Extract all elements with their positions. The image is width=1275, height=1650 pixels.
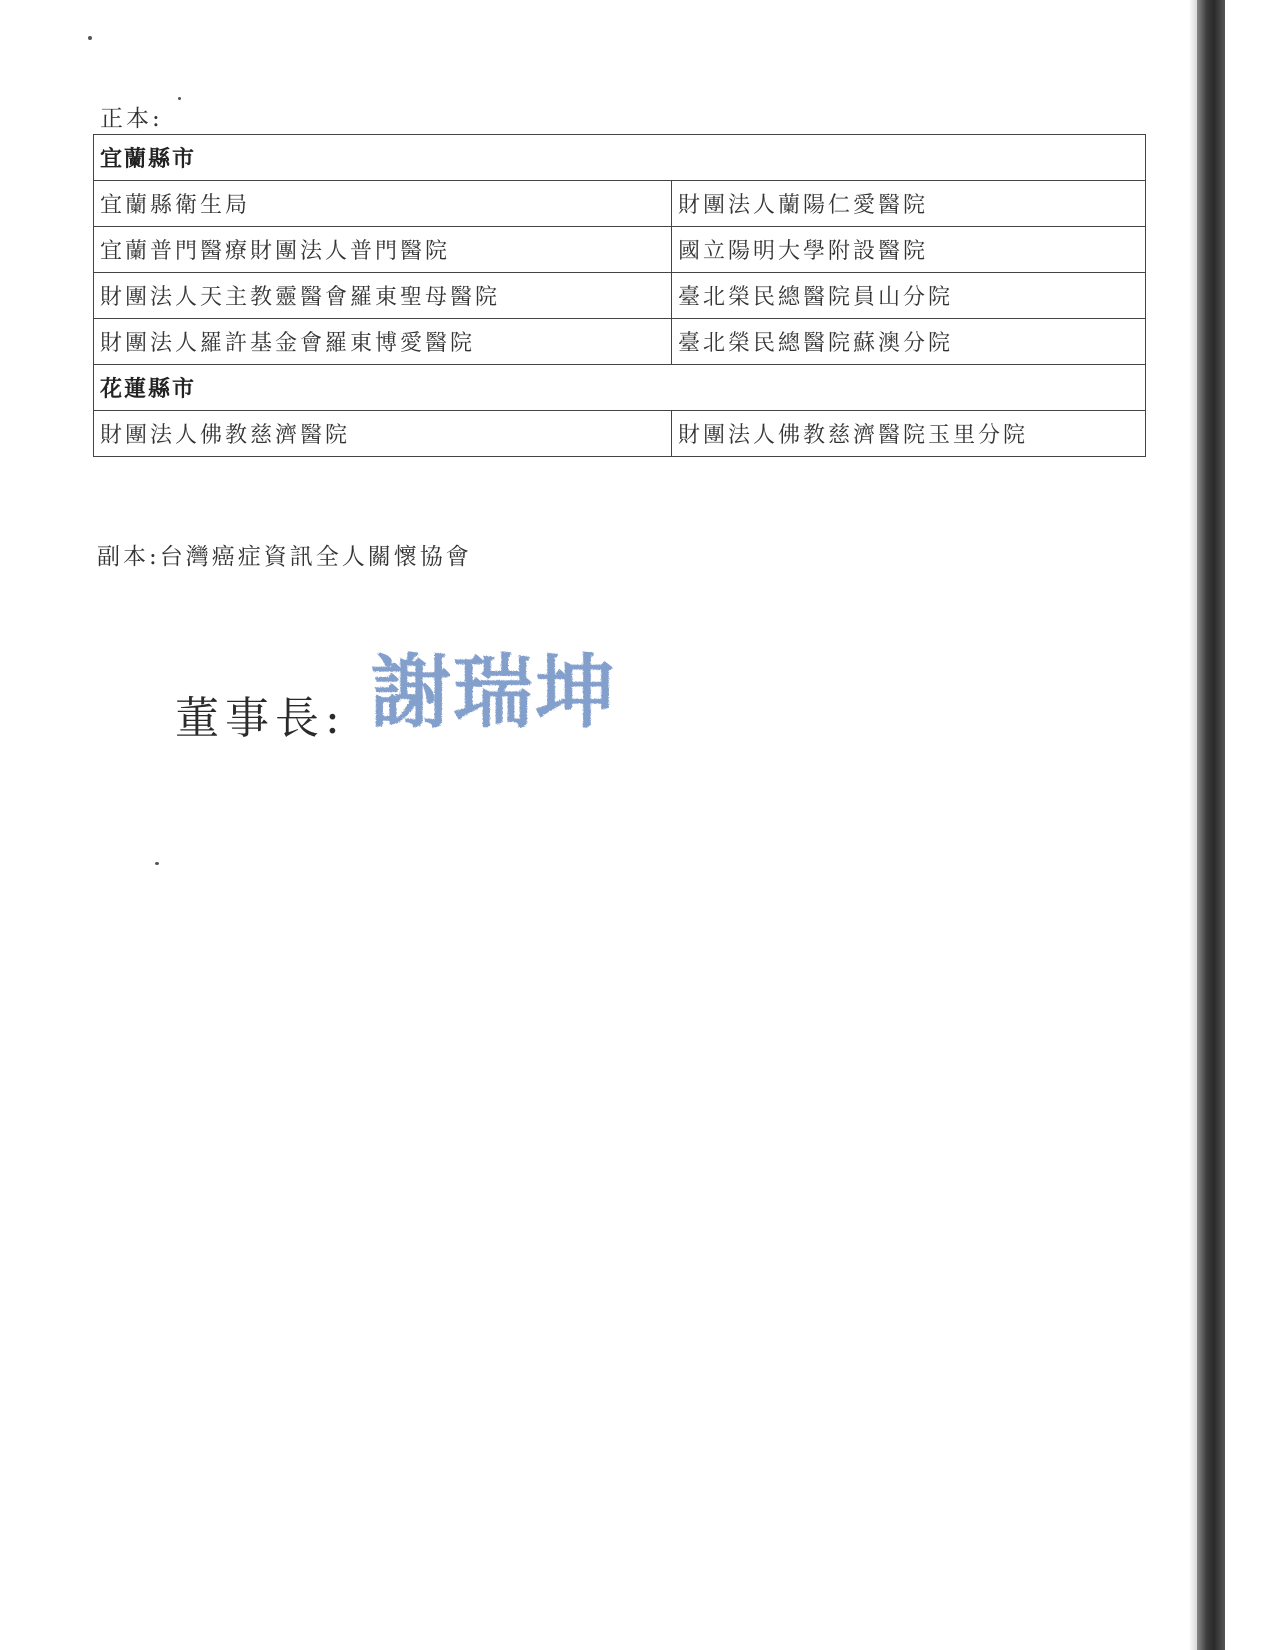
table-row xyxy=(94,273,1146,319)
region-name: 花蓮縣市 xyxy=(94,365,1146,411)
region-row xyxy=(94,135,1146,181)
signature-name: 謝瑞坤 xyxy=(371,645,617,739)
recipient-cell: 財團法人蘭陽仁愛醫院 xyxy=(672,181,1146,227)
recipient-cell: 臺北榮民總醫院員山分院 xyxy=(672,273,1146,319)
table-row xyxy=(94,319,1146,365)
scan-speck xyxy=(88,36,92,40)
region-name: 宜蘭縣市 xyxy=(94,135,1146,181)
recipients-table xyxy=(93,134,1146,457)
recipients-label: 正本: xyxy=(100,106,163,132)
region-row xyxy=(94,365,1146,411)
signature-stamp xyxy=(365,640,625,740)
cc-label: 副本:台灣癌症資訊全人關懷協會 xyxy=(97,544,472,570)
recipient-cell: 財團法人佛教慈濟醫院玉里分院 xyxy=(672,411,1146,457)
scan-edge-highlight xyxy=(1189,0,1197,1650)
recipient-cell: 宜蘭縣衛生局 xyxy=(94,181,672,227)
recipient-cell: 宜蘭普門醫療財團法人普門醫院 xyxy=(94,227,672,273)
recipient-cell: 國立陽明大學附設醫院 xyxy=(672,227,1146,273)
scan-speck xyxy=(155,862,159,865)
signature-title: 董事長: xyxy=(175,693,346,744)
recipient-cell: 臺北榮民總醫院蘇澳分院 xyxy=(672,319,1146,365)
scan-speck xyxy=(178,97,181,100)
recipient-cell: 財團法人佛教慈濟醫院 xyxy=(94,411,672,457)
recipient-cell: 財團法人羅許基金會羅東博愛醫院 xyxy=(94,319,672,365)
scan-edge-shadow xyxy=(1197,0,1225,1650)
table-row xyxy=(94,227,1146,273)
table-row xyxy=(94,181,1146,227)
table-row xyxy=(94,411,1146,457)
recipient-cell: 財團法人天主教靈醫會羅東聖母醫院 xyxy=(94,273,672,319)
